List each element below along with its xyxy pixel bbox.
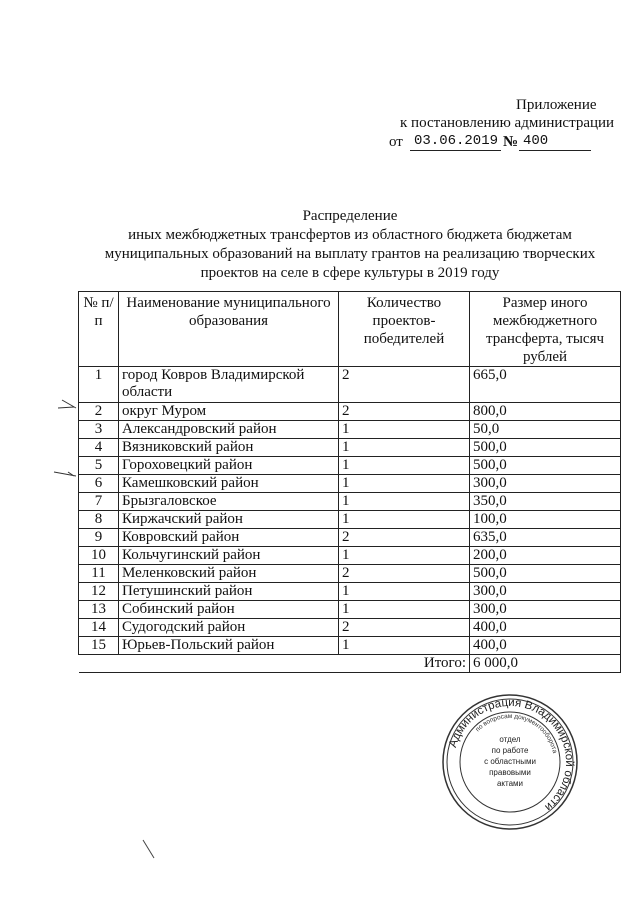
number-sign: № <box>503 134 519 150</box>
title-line: иных межбюджетных трансфертов из областного бюджета бюджетам <box>128 227 572 243</box>
cell-num: 7 <box>79 493 119 511</box>
cell-count: 2 <box>339 403 470 421</box>
stamp-center-line: отдел <box>499 735 521 744</box>
stamp-center-line: по работе <box>491 746 529 755</box>
cell-num: 5 <box>79 457 119 475</box>
cell-name: Вязниковский район <box>119 439 339 457</box>
cell-amount: 400,0 <box>470 637 621 655</box>
cell-name: Собинский район <box>119 601 339 619</box>
cell-amount: 500,0 <box>470 565 621 583</box>
cell-amount: 500,0 <box>470 439 621 457</box>
cell-count: 2 <box>339 619 470 637</box>
cell-amount: 800,0 <box>470 403 621 421</box>
table-row <box>79 421 621 439</box>
stamp-ring-text: Администрация Владимирской области <box>447 696 576 814</box>
resolution-date: 03.06.2019 <box>414 133 499 149</box>
table-row <box>79 511 621 529</box>
cell-amount: 665,0 <box>470 367 621 403</box>
stamp-inner-ring-text: по вопросам документооборота <box>474 712 559 754</box>
resolution-label: к постановлению администрации <box>400 115 615 131</box>
cell-name: Петушинский район <box>119 583 339 601</box>
table-row <box>79 637 621 655</box>
cell-num: 6 <box>79 475 119 493</box>
table-row <box>79 457 621 475</box>
table-row <box>79 529 621 547</box>
table-row <box>79 493 621 511</box>
cell-amount: 50,0 <box>470 421 621 439</box>
cell-num: 2 <box>79 403 119 421</box>
cell-amount: 300,0 <box>470 475 621 493</box>
cell-num: 11 <box>79 565 119 583</box>
stamp-center-line: с областными <box>484 757 536 766</box>
header-count: Количество проектов-победителей <box>339 292 470 367</box>
margin-marks <box>40 390 80 500</box>
cell-count: 1 <box>339 601 470 619</box>
cell-num: 8 <box>79 511 119 529</box>
cell-amount: 300,0 <box>470 583 621 601</box>
cell-name: Киржачский район <box>119 511 339 529</box>
cell-amount: 300,0 <box>470 601 621 619</box>
official-stamp <box>440 692 580 832</box>
cell-amount: 500,0 <box>470 457 621 475</box>
cell-count: 1 <box>339 493 470 511</box>
total-label: Итого: <box>79 655 470 673</box>
cell-count: 1 <box>339 439 470 457</box>
cell-name: округ Муром <box>119 403 339 421</box>
title-line: Распределение <box>302 208 398 224</box>
cell-count: 2 <box>339 529 470 547</box>
from-label: от <box>389 134 403 150</box>
resolution-number: 400 <box>523 133 549 149</box>
cell-count: 1 <box>339 637 470 655</box>
stamp-center-line: правовыми <box>489 768 531 777</box>
table-row <box>79 475 621 493</box>
cell-count: 2 <box>339 367 470 403</box>
cell-num: 14 <box>79 619 119 637</box>
cell-amount: 100,0 <box>470 511 621 529</box>
table-row <box>79 619 621 637</box>
cell-name: Меленковский район <box>119 565 339 583</box>
cell-amount: 350,0 <box>470 493 621 511</box>
cell-num: 10 <box>79 547 119 565</box>
cell-num: 3 <box>79 421 119 439</box>
appendix-label: Приложение <box>516 97 597 113</box>
cell-name: Камешковский район <box>119 475 339 493</box>
stamp-center-line: актами <box>496 779 524 788</box>
cell-name: Кольчугинский район <box>119 547 339 565</box>
cell-num: 13 <box>79 601 119 619</box>
table-row <box>79 547 621 565</box>
cell-count: 1 <box>339 583 470 601</box>
cell-name: Судогодский район <box>119 619 339 637</box>
header-amount: Размер иного межбюджетного трансферта, тысяч рублей <box>470 292 621 367</box>
cell-num: 15 <box>79 637 119 655</box>
stamp-seal <box>440 692 580 832</box>
cell-name: город Ковров Владимирской области <box>119 367 339 403</box>
document-title <box>80 207 620 283</box>
date-underline <box>410 150 501 151</box>
cell-count: 1 <box>339 547 470 565</box>
cell-amount: 400,0 <box>470 619 621 637</box>
cell-count: 1 <box>339 457 470 475</box>
cell-name: Юрьев-Польский район <box>119 637 339 655</box>
number-underline <box>519 150 591 151</box>
table-row <box>79 367 621 403</box>
table-row <box>79 565 621 583</box>
cell-count: 1 <box>339 475 470 493</box>
cell-count: 2 <box>339 565 470 583</box>
table-row <box>79 403 621 421</box>
cell-num: 9 <box>79 529 119 547</box>
cell-num: 12 <box>79 583 119 601</box>
distribution-table <box>78 291 621 673</box>
cell-count: 1 <box>339 421 470 439</box>
table-row <box>79 583 621 601</box>
total-value: 6 000,0 <box>470 655 621 673</box>
cell-name: Александровский район <box>119 421 339 439</box>
pencil-mark <box>140 838 160 862</box>
cell-num: 1 <box>79 367 119 403</box>
header-name: Наименование муниципального образования <box>119 292 339 367</box>
cell-amount: 635,0 <box>470 529 621 547</box>
cell-amount: 200,0 <box>470 547 621 565</box>
table-row <box>79 439 621 457</box>
total-row <box>79 655 621 673</box>
cell-name: Гороховецкий район <box>119 457 339 475</box>
title-line: проектов на селе в сфере культуры в 2019 году <box>200 265 500 281</box>
cell-count: 1 <box>339 511 470 529</box>
header-num: № п/п <box>79 292 119 367</box>
table-row <box>79 601 621 619</box>
title-line: муниципальных образований на выплату грантов на реализацию творческих <box>104 246 596 262</box>
cell-name: Ковровский район <box>119 529 339 547</box>
cell-num: 4 <box>79 439 119 457</box>
cell-name: Брызгаловское <box>119 493 339 511</box>
